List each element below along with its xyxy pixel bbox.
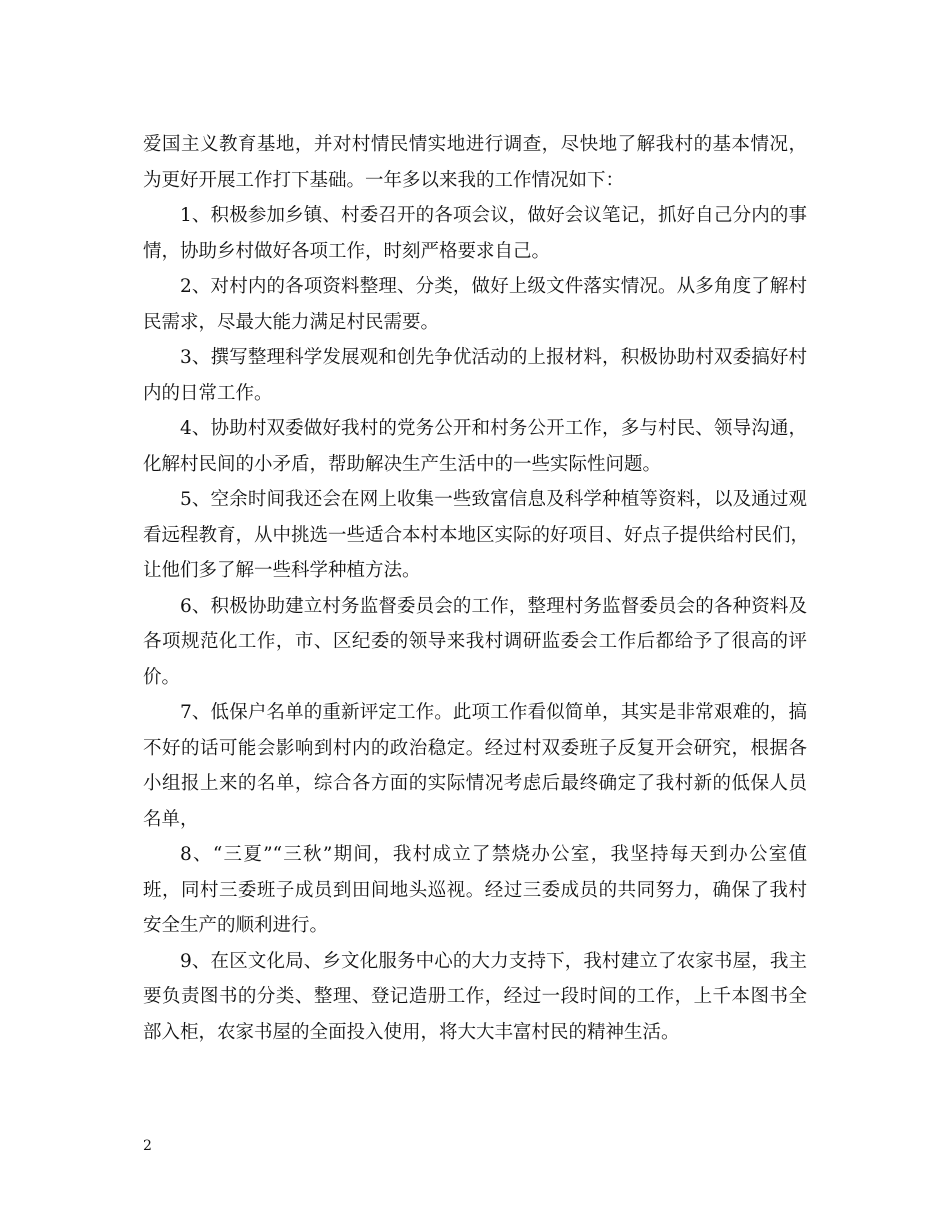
paragraph-line: 安全生产的顺利进行。 (143, 915, 329, 936)
paragraph-intro (143, 127, 807, 198)
paragraph-line: 情，协助乡村做好各项工作，时刻严格要求自己。 (143, 240, 551, 262)
paragraph-line: 8、“三夏”“三秋”期间，我村成立了禁烧办公室，我坚持每天到办公室值 (180, 844, 807, 865)
paragraph-line: 爱国主义教育基地，并对村情民情实地进行调查，尽快地了解我村的基本情况， (143, 134, 807, 155)
paragraph-line: 4、协助村双委做好我村的党务公开和村务公开工作，多与村民、领导沟通， (180, 418, 807, 439)
paragraph-line: 各项规范化工作，市、区纪委的领导来我村调研监委会工作后都给予了很高的评 (143, 631, 807, 652)
paragraph-line: 2、对村内的各项资料整理、分类，做好上级文件落实情况。从多角度了解村 (180, 276, 807, 297)
paragraph-line: 要负责图书的分类、整理、登记造册工作，经过一段时间的工作，上千本图书全 (143, 986, 807, 1007)
paragraph-line: 部入柜，农家书屋的全面投入使用，将大大丰富村民的精神生活。 (143, 1021, 680, 1043)
paragraph-line: 小组报上来的名单，综合各方面的实际情况考虑后最终确定了我村新的低保人员 (143, 773, 807, 794)
paragraph-line: 7、低保户名单的重新评定工作。此项工作看似简单，其实是非常艰难的，搞 (180, 702, 807, 723)
paragraph-line: 为更好开展工作打下基础。一年多以来我的工作情况如下： (143, 169, 625, 191)
paragraph-line: 5、空余时间我还会在网上收集一些致富信息及科学种植等资料，以及通过观 (180, 489, 807, 510)
paragraph-line: 名单， (143, 808, 199, 830)
paragraph-item-4 (143, 411, 807, 482)
paragraph-item-3 (143, 340, 807, 411)
paragraph-item-7 (143, 695, 807, 837)
paragraph-line: 让他们多了解一些科学种植方法。 (143, 560, 421, 581)
paragraph-line: 3、撰写整理科学发展观和创先争优活动的上报材料，积极协助村双委搞好村 (180, 347, 807, 368)
paragraph-item-1 (143, 198, 807, 269)
paragraph-item-8 (143, 837, 807, 944)
paragraph-line: 不好的话可能会影响到村内的政治稳定。经过村双委班子反复开会研究，根据各 (143, 737, 807, 759)
document-body (143, 127, 810, 1050)
paragraph-line: 化解村民间的小矛盾，帮助解决生产生活中的一些实际性问题。 (143, 453, 662, 475)
paragraph-item-2 (143, 269, 807, 340)
paragraph-item-6 (143, 589, 807, 696)
paragraph-line: 看远程教育，从中挑选一些适合本村本地区实际的好项目、好点子提供给村民们， (143, 524, 810, 546)
paragraph-line: 班，同村三委班子成员到田间地头巡视。经过三委成员的共同努力，确保了我村 (143, 879, 807, 901)
paragraph-line: 内的日常工作。 (143, 382, 273, 404)
paragraph-line: 民需求，尽最大能力满足村民需要。 (143, 311, 440, 333)
paragraph-line: 1、积极参加乡镇、村委召开的各项会议，做好会议笔记，抓好自己分内的事 (180, 205, 807, 226)
paragraph-line: 价。 (143, 666, 181, 688)
page-number: 2 (143, 1138, 152, 1154)
paragraph-line: 9、在区文化局、乡文化服务中心的大力支持下，我村建立了农家书屋，我主 (180, 950, 807, 972)
paragraph-item-5 (143, 482, 810, 589)
paragraph-line: 6、积极协助建立村务监督委员会的工作，整理村务监督委员会的各种资料及 (180, 595, 807, 617)
paragraph-item-9 (143, 944, 807, 1051)
